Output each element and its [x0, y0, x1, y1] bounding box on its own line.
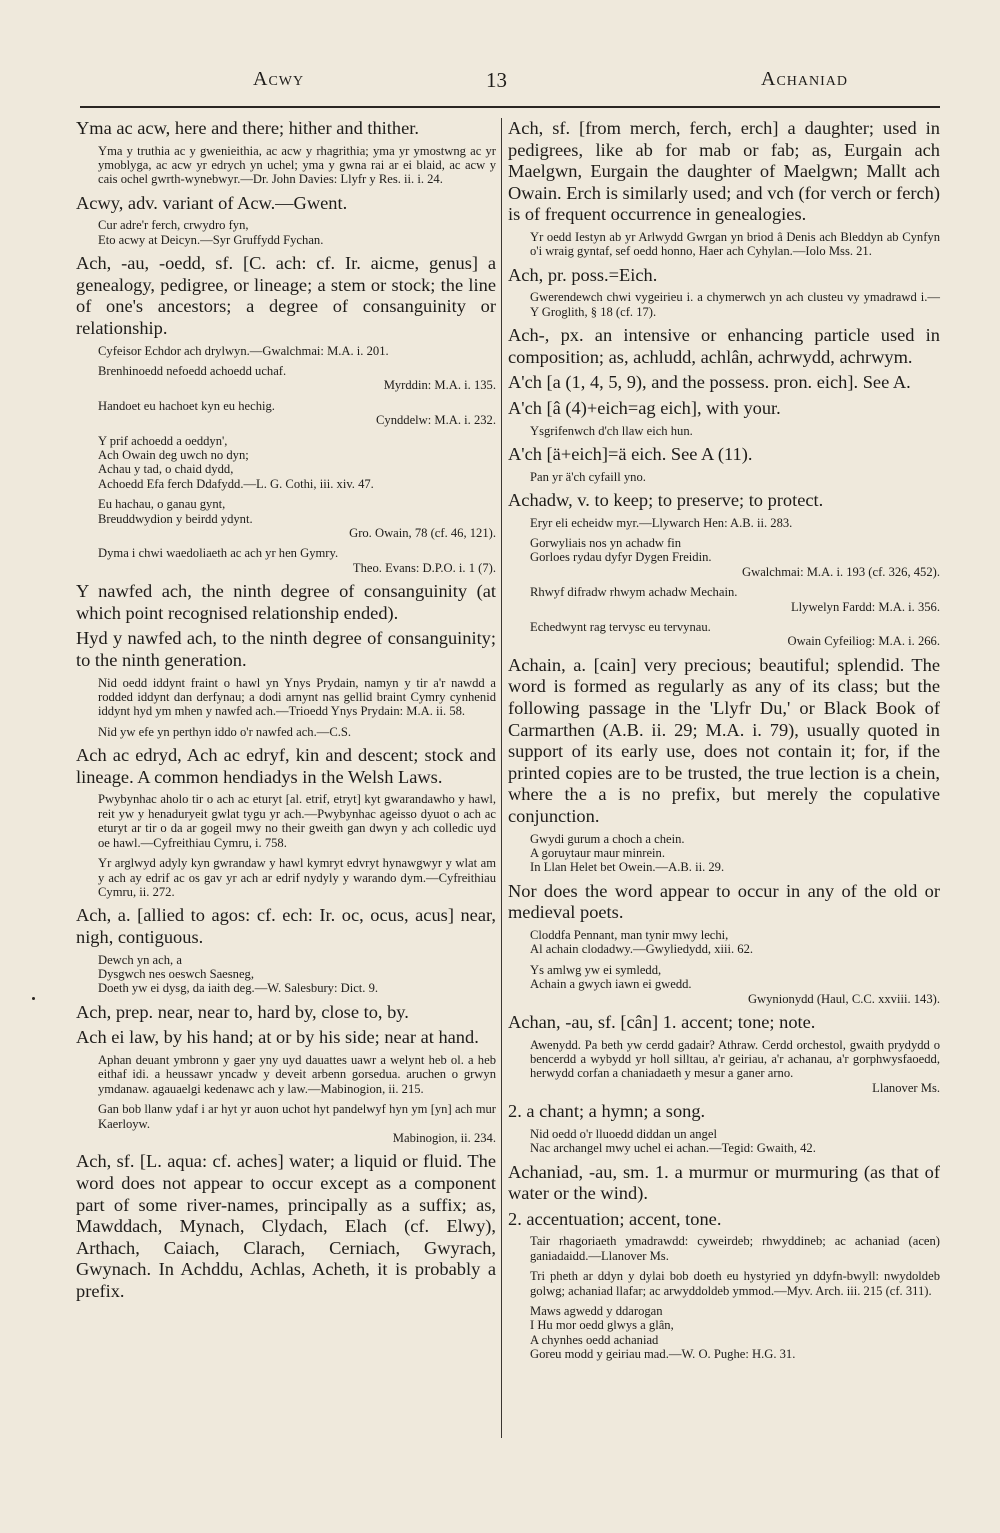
verse-line: In Llan Helet bet Owein.—A.B. ii. 29.: [530, 860, 725, 875]
verse-line: Echedwynt rag tervysc eu tervynau.: [530, 620, 711, 634]
dictionary-entry: Achain, a. [cain] very precious; beautiful; splendid. The word is formed as regularly as any of its class; but the following passage in the 'Llyfr Du,' or Black Book of Carmarthen (A.B. ii. 29; M.A. i. 79), usually quoted in support of its early use, does not contain it; for, if the printed copies are to be trusted, the true lection is a chein, where the a is no prefix, but merely the copulative conjunction.: [508, 654, 940, 826]
citation-text: Ysgrifenwch d'ch llaw eich hun.: [530, 423, 693, 438]
citation: [76, 1053, 496, 1096]
dictionary-entry: Acwy, adv. variant of Acw.—Gwent.: [76, 192, 348, 213]
citation: [508, 230, 940, 259]
verse-line: Cloddfa Pennant, man tynir mwy lechi,: [530, 927, 729, 942]
header-right-guideword: Achaniad: [761, 68, 848, 90]
citation: [508, 1234, 940, 1263]
verse-line: Goreu modd y geiriau mad.—W. O. Pughe: H.G. 31.: [530, 1347, 796, 1362]
header-left-guideword: Acwy: [253, 68, 305, 90]
verse-source: Myrddin: M.A. i. 135.: [383, 378, 496, 393]
citation: [508, 1038, 940, 1096]
citation-text: Awenydd. Pa beth yw cerdd gadair? Athraw. Cerdd orchestol, gwaith prydydd o bencerdd a wybydd yr holl silltau, a'r geiriau, a'r achanau, a'r gorphwysfaoedd, herwydd corfan a chaniadaeth y mesur a ganer arno.: [530, 1037, 940, 1081]
verse-quotation: [508, 585, 940, 614]
verse-line: I Hu mor oedd glwys a glân,: [530, 1318, 674, 1333]
citation-text: Nid oedd iddynt fraint o hawl yn Ynys Prydain, namyn y tir a'r nawdd a rodded iddynt dan derfynau; a dodi arnynt nas gellid braint Cymry cynhenid iddynt hyd ym mhen y nawfed ach.—Trioedd Ynys Prydain: M.A. ii. 58.: [98, 675, 496, 719]
citation-text: Yr oedd Iestyn ab yr Arlwydd Gwrgan yn briod â Denis ach Bleddyn ab Cynfyn o'i wraig gyntaf, sef oedd honno, Haer ach Cyhylan.—Iolo Mss. 21.: [530, 229, 940, 259]
citation-text: Yr arglwyd adyly kyn gwrandaw y hawl kymryt edvryt hynawgwyr y wlat am y ach ay edrif ac os gav yr ach ar edrif nydyly y warando dym.—Cyfreithiau Cymru, ii. 272.: [98, 856, 496, 899]
citation-text: Yma y truthia ac y gwenieithia, ac acw y rhagrithia; yma yr ymostwng ac yr ymoblyga, ac acw yr edrych yn uchel; yma y gwna rai ar ei blaid, ac acw y cais ochel gwrth-wynebwyr.—Dr. John Davies: Llyfr y Res. ii. i. 24.: [98, 143, 496, 187]
dictionary-entry: Achan, -au, sf. [cân] 1. accent; tone; note.: [508, 1012, 816, 1032]
verse-line: Nac archangel mwy uchel ei achan.—Tegid: Gwaith, 42.: [530, 1141, 816, 1156]
citation-text: Eryr eli echeidw myr.—Llywarch Hen: A.B. ii. 283.: [530, 515, 793, 530]
citation-source: Llanover Ms.: [872, 1080, 940, 1095]
column-divider: [501, 118, 502, 1438]
verse-line: Nid oedd o'r lluoedd diddan un angel: [530, 1126, 717, 1141]
verse-source: Gwynionydd (Haul, C.C. xxviii. 143).: [747, 991, 940, 1006]
dictionary-entry: A'ch [a (1, 4, 5, 9), and the possess. pron. eich]. See A.: [508, 372, 911, 393]
verse-quotation: [76, 399, 496, 428]
citation-text: Pan yr ä'ch cyfaill yno.: [530, 469, 646, 484]
verse-source: Gro. Owain, 78 (cf. 46, 121).: [349, 526, 496, 541]
header-rule: [80, 106, 940, 108]
dictionary-entry: Achadw, v. to keep; to preserve; to protect.: [508, 489, 824, 510]
verse-quotation: [76, 953, 496, 996]
verse-line: Maws agwedd y ddarogan: [530, 1304, 663, 1319]
dictionary-entry: Y nawfed ach, the ninth degree of consanguinity (at which point recognised relationship ended).: [76, 581, 496, 623]
citation-text: Tair rhagoriaeth ymadrawdd: cyweirdeb; rhwyddineb; ac achaniad (acen) ganiadaidd.—Llanover Ms.: [530, 1234, 940, 1263]
verse-line: Achau y tad, o chaid dydd,: [98, 462, 234, 477]
verse-quotation: [76, 364, 496, 393]
verse-line: Achoedd Efa ferch Ddafydd.—L. G. Cothi, iii. xiv. 47.: [98, 476, 374, 491]
citation-text: Pwybynhac aholo tir o ach ac eturyt [al. etrif, etryt] kyt gwarandawho y hawl, reit yw y henaduryeit gwlat tygu yr ach.—Pwybynhac ageisso dyuot o ach ac eturyt ar tir o da ar gogeil mwy no their gweith gan dwyn y ach colledic uyd oe hawl.—Cyfreithiau Cymru, i. 758.: [98, 792, 496, 850]
verse-line: A goruytaur maur minrein.: [530, 845, 666, 860]
citation: [76, 676, 496, 719]
citation: [508, 424, 940, 438]
verse-source: Llywelyn Fardd: M.A. i. 356.: [790, 599, 940, 614]
verse-line: Brenhinoedd nefoedd achoedd uchaf.: [98, 364, 287, 378]
dictionary-entry: Ach, prep. near, near to, hard by, close to, by.: [76, 1001, 409, 1022]
dictionary-entry: Ach, sf. [from merch, ferch, erch] a daughter; used in pedigrees, like ab for mab or fab; as, Eurgain ach Maelgwn, Eurgain the daughter of Maelgwn; Mallt ach Owain. Erch is similarly used; and vch (for verch or ferch) is of frequent occurrence in genealogies.: [508, 118, 940, 225]
verse-line: Gorwyliais nos yn achadw fin: [530, 535, 682, 550]
dictionary-entry: Ach-, px. an intensive or enhancing particle used in composition; as, achludd, achlân, achrwydd, achrwym.: [508, 325, 940, 367]
citation-text: Cyfeisor Echdor ach drylwyn.—Gwalchmai: M.A. i. 201.: [98, 343, 389, 358]
citation-text: Gan bob llanw ydaf i ar hyt yr auon uchot hyt pandelwyf hyn ym [yn] ach mur Kaerloyw.: [98, 1102, 496, 1131]
verse-line: Achain a gwych iawn ei gwedd.: [530, 977, 692, 992]
verse-line: Breuddwydion y beirdd ydynt.: [98, 511, 253, 526]
citation: [508, 516, 940, 530]
verse-source: Gwalchmai: M.A. i. 193 (cf. 326, 452).: [742, 564, 940, 579]
running-header: [78, 68, 940, 102]
verse-line: Doeth yw ei dysg, da iaith deg.—W. Salesbury: Dict. 9.: [98, 981, 379, 996]
dictionary-entry: Ach, a. [allied to agos: cf. ech: Ir. oc, ocus, acus] near, nigh, contiguous.: [76, 905, 496, 947]
dictionary-entry: Ach, -au, -oedd, sf. [C. ach: cf. Ir. aicme, genus] a genealogy, pedigree, or lineage; a stem or stock; the line of one's ancestors; a degree of consanguinity or relationship.: [76, 253, 496, 338]
verse-line: Y prif achoedd a oeddyn',: [98, 433, 228, 448]
verse-line: Rhwyf difradw rhwym achadw Mechain.: [530, 585, 738, 600]
citation-source: Mabinogion, ii. 234.: [392, 1130, 496, 1145]
verse-line: Dewch yn ach, a: [98, 952, 182, 967]
dictionary-entry: Hyd y nawfed ach, to the ninth degree of consanguinity; to the ninth generation.: [76, 628, 496, 671]
citation-text: Aphan deuant ymbronn y gaer yny uyd dauattes uawr a welynt heb ol. a heb eithaf idi. a heussawr yncadw y deveit arbenn gorsedua. aruchen o grwyn ymdanaw. agauaelgi kedenawc ach y law.—Mabinogion, ii. 215.: [98, 1052, 496, 1096]
verse-quotation: [508, 963, 940, 1006]
verse-line: Ach Owain deg uwch no dyn;: [98, 448, 249, 463]
citation: [508, 1269, 940, 1298]
verse-quotation: [76, 546, 496, 575]
verse-line: Al achain clodadwy.—Gwyliedydd, xiii. 62.: [530, 942, 754, 957]
citation: [76, 856, 496, 899]
verse-line: Eu hachau, o ganau gynt,: [98, 497, 226, 512]
citation: [76, 792, 496, 850]
verse-line: Eto acwy at Deicyn.—Syr Gruffydd Fychan.: [98, 232, 324, 247]
citation-text: Tri pheth ar ddyn y dylai bob doeth eu hystyried yn ddyfn-bwyll: nwydoldeb golwg; achaniad llafar; ac arwyddoldeb ymmod.—Myv. Arch. iii. 215 (cf. 311).: [530, 1269, 940, 1298]
verse-source: Cynddelw: M.A. i. 232.: [376, 413, 496, 428]
right-column: [508, 118, 940, 1368]
left-column: [76, 118, 496, 1307]
citation: [76, 344, 496, 358]
dictionary-entry: Ach, sf. [L. aqua: cf. aches] water; a liquid or fluid. The word does not appear to occur except as a component part of some river-names, principally as a suffix; as, Mawddach, Mynach, Clydach, Elach (cf. Elwy), Arthach, Caiach, Clarach, Cerniach, Gwyrach, Gwynach. In Achddu, Achlas, Acheth, it is probably a prefix.: [76, 1151, 496, 1301]
dictionary-entry: 2. accentuation; accent, tone.: [508, 1208, 722, 1229]
dictionary-entry: Achaniad, -au, sm. 1. a murmur or murmuring (as that of water or the wind).: [508, 1161, 940, 1204]
verse-line: Ys amlwg yw ei symledd,: [530, 962, 662, 977]
verse-source: Theo. Evans: D.P.O. i. 1 (7).: [352, 560, 496, 575]
verse-quotation: [508, 620, 940, 649]
citation: [508, 290, 940, 319]
dictionary-entry: Nor does the word appear to occur in any of the old or medieval poets.: [508, 880, 940, 923]
dictionary-entry: Ach ei law, by his hand; at or by his side; near at hand.: [76, 1027, 479, 1048]
verse-quotation: [508, 1304, 940, 1362]
citation: [76, 725, 496, 739]
verse-quotation: [508, 1127, 940, 1156]
page-number: 13: [486, 68, 507, 92]
verse-quotation: [76, 497, 496, 540]
citation: [76, 144, 496, 187]
citation-text: Nid yw efe yn perthyn iddo o'r nawfed ach.—C.S.: [98, 724, 352, 739]
verse-line: Dysgwch nes oeswch Saesneg,: [98, 966, 254, 981]
margin-mark: [32, 997, 35, 1000]
dictionary-entry: A'ch [â (4)+eich=ag eich], with your.: [508, 397, 781, 418]
dictionary-entry: 2. a chant; a hymn; a song.: [508, 1101, 706, 1122]
verse-quotation: [76, 218, 496, 247]
verse-quotation: [508, 832, 940, 875]
verse-line: Handoet eu hachoet kyn eu hechig.: [98, 398, 275, 413]
dictionary-entry: Ach ac edryd, Ach ac edryf, kin and descent; stock and lineage. A common hendiadys in the Welsh Laws.: [76, 745, 496, 787]
verse-quotation: [508, 536, 940, 579]
citation: [508, 470, 940, 484]
verse-line: Gwydi gurum a choch a chein.: [530, 831, 685, 846]
verse-source: Owain Cyfeiliog: M.A. i. 266.: [787, 634, 940, 649]
dictionary-entry: A'ch [ä+eich]=ä eich. See A (11).: [508, 443, 753, 464]
citation: [76, 1102, 496, 1145]
dictionary-entry: Yma ac acw, here and there; hither and thither.: [76, 118, 419, 138]
verse-line: Cur adre'r ferch, crwydro fyn,: [98, 218, 249, 233]
citation-text: Gwerendewch chwi vygeirieu i. a chymerwch yn ach clusteu vy ymadrawd i.—Y Groglith, § 18 (cf. 17).: [530, 290, 940, 319]
verse-line: Dyma i chwi waedoliaeth ac ach yr hen Gymry.: [98, 546, 339, 561]
verse-quotation: [508, 928, 940, 957]
verse-quotation: [76, 434, 496, 492]
dictionary-entry: Ach, pr. poss.=Eich.: [508, 264, 658, 285]
verse-line: Gorloes rydau dyfyr Dygen Freidin.: [530, 550, 712, 565]
verse-line: A chynhes oedd achaniad: [530, 1332, 659, 1347]
